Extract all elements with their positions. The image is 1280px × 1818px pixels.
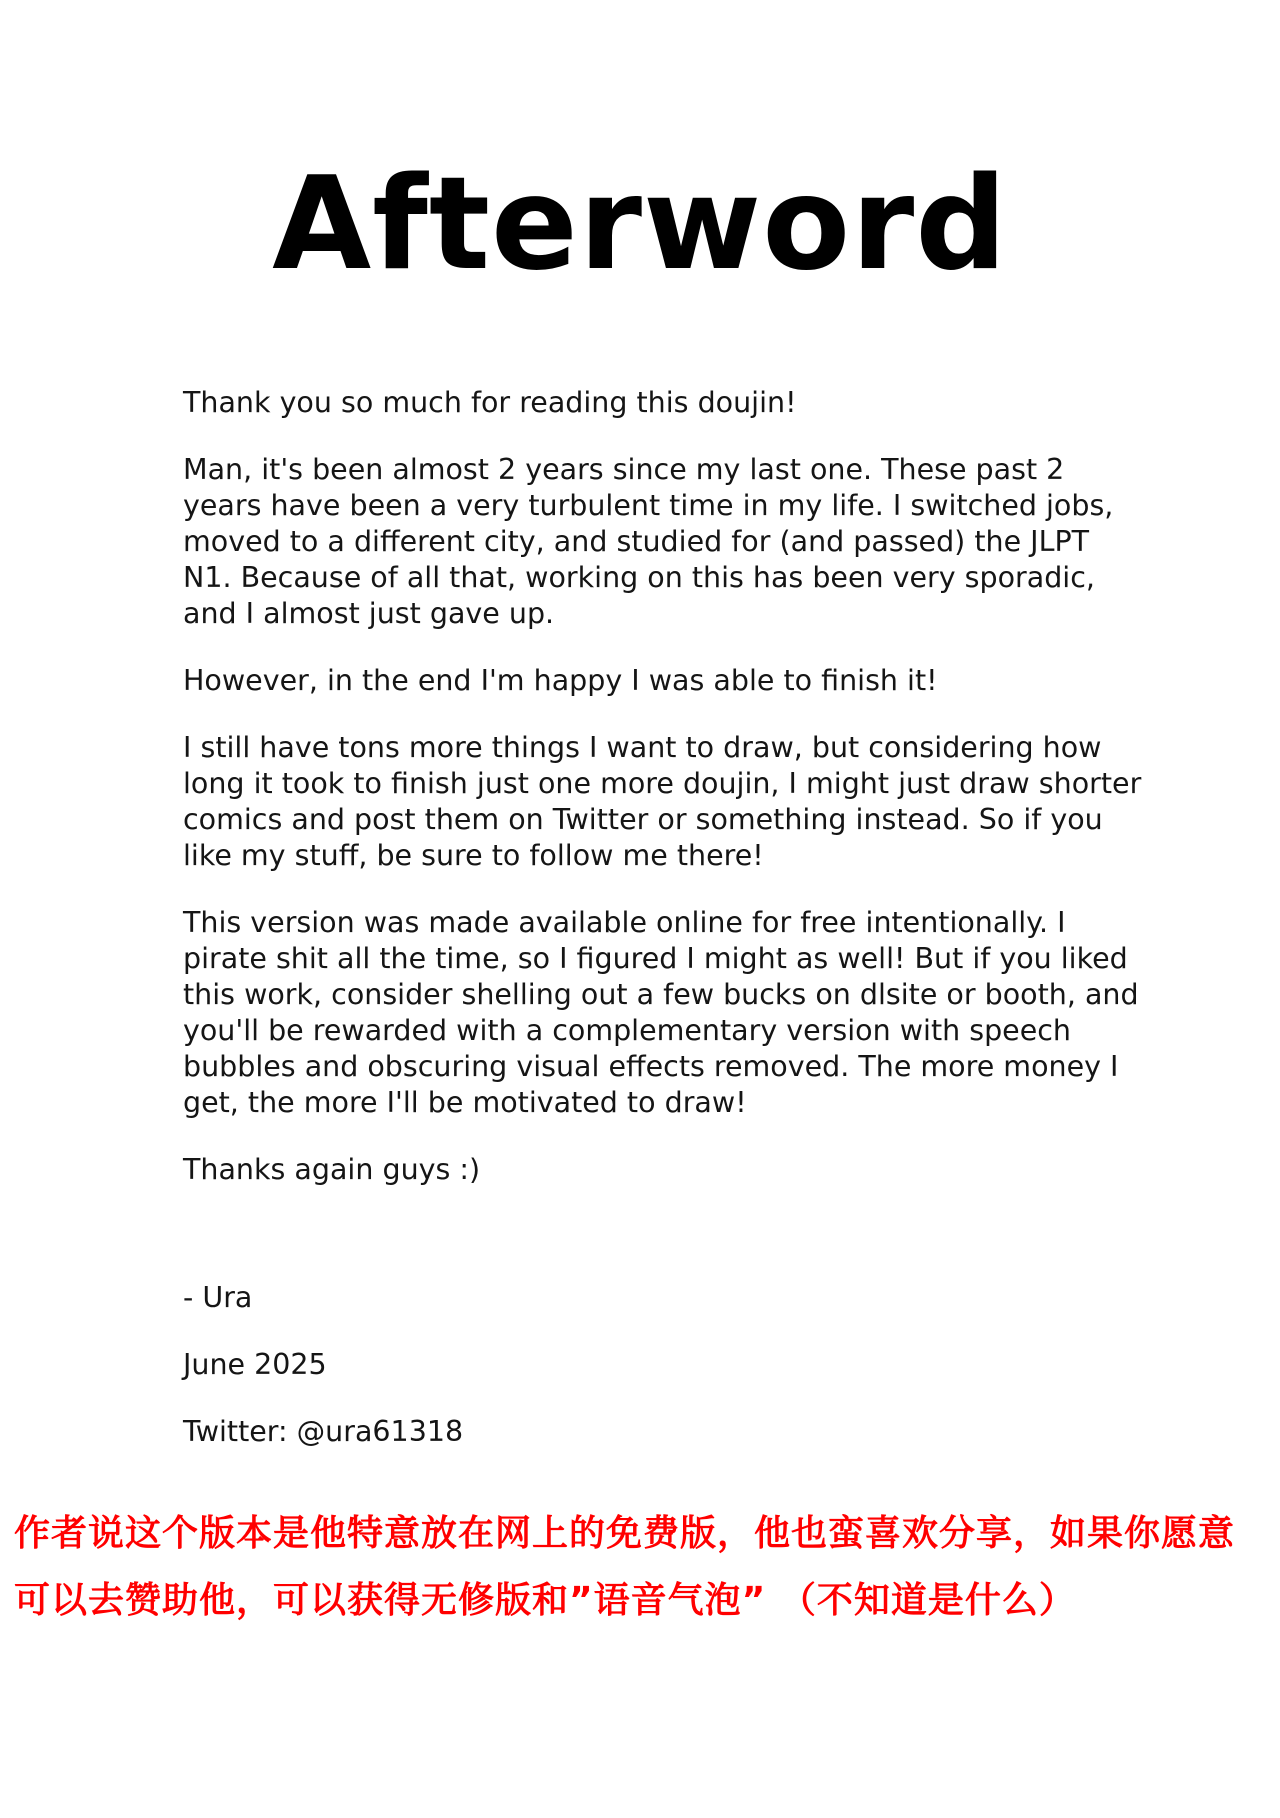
translator-note: 作者说这个版本是他特意放在网上的免费版，他也蛮喜欢分享，如果你愿意可以去赞助他，可以获得无修版和”语音气泡” （不知道是什么） xyxy=(14,1513,1236,1621)
afterword-body xyxy=(183,385,1143,1219)
paragraph-free-version: This version was made available online for free intentionally. I pirate shit all the time, so I figured I might as well! But if you liked this work, consider shelling out a few bucks on dlsite or booth, and you'll be rewarded with a complementary version with speech bubbles and obscuring visual effects removed. The more money I get, the more I'll be motivated to draw! xyxy=(183,906,1139,1119)
twitter-handle: Twitter: @ura61318 xyxy=(183,1415,464,1448)
paragraph-turbulent-years: Man, it's been almost 2 years since my last one. These past 2 years have been a very turbulent time in my life. I switched jobs, moved to a different city, and studied for (and passed) the JLPT N1. Because of all that, working on this has been very sporadic, and I almost just gave up. xyxy=(183,453,1114,630)
paragraph-thanks-again: Thanks again guys :) xyxy=(183,1153,481,1186)
page-title: Afterword xyxy=(272,150,1008,299)
paragraph-future-plans: I still have tons more things I want to draw, but considering how long it took to finish just one more doujin, I might just draw shorter comics and post them on Twitter or something instead. So if you like my stuff, be sure to follow me there! xyxy=(183,731,1142,872)
paragraph-finished: However, in the end I'm happy I was able to finish it! xyxy=(183,664,938,697)
signature-date: June 2025 xyxy=(183,1348,327,1381)
signature-name: - Ura xyxy=(183,1281,253,1314)
paragraph-thanks: Thank you so much for reading this doujin! xyxy=(183,386,797,419)
